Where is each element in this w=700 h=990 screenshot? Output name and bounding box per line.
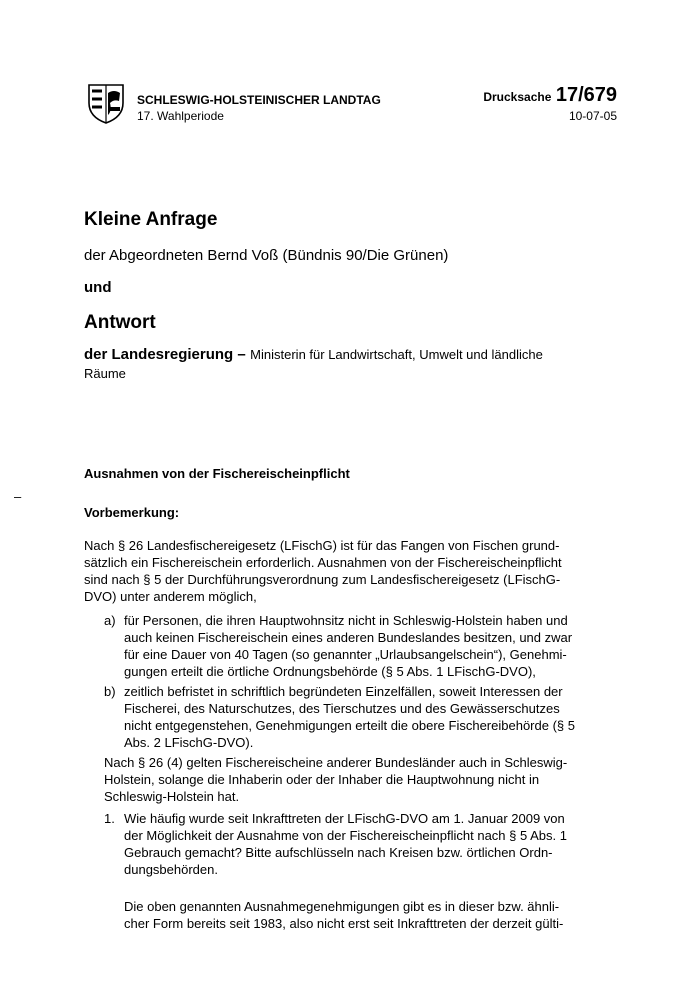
question-1-line: dungsbehörden.	[124, 862, 218, 877]
item-b-label: b)	[104, 684, 116, 699]
item-b-line: Abs. 2 LFischG-DVO).	[124, 735, 254, 750]
para-line: Schleswig-Holstein hat.	[104, 789, 240, 804]
para-line: Holstein, solange die Inhaberin oder der Inhaber die Hauptwohnung nicht in	[104, 772, 540, 787]
item-b-line: zeitlich befristet in schriftlich begründeten Einzelfällen, soweit Interessen der	[124, 684, 563, 699]
item-a-line: gungen erteilt die örtliche Ordnungsbehörde (§ 5 Abs. 1 LFischG-DVO),	[124, 664, 536, 679]
antwort-heading: Antwort	[84, 312, 156, 333]
margin-mark: –	[14, 489, 22, 504]
answer-1	[124, 898, 624, 932]
coat-of-arms-icon	[86, 81, 126, 125]
landesregierung-line	[84, 346, 543, 364]
kleine-anfrage-heading: Kleine Anfrage	[84, 209, 218, 230]
document-date: 10-07-05	[568, 109, 617, 123]
drucksache-number: 17/679	[555, 84, 617, 106]
item-a-line: für Personen, die ihren Hauptwohnsitz nicht in Schleswig-Holstein haben und	[124, 613, 568, 628]
paragraph-26-4	[104, 754, 624, 805]
answer-line: Die oben genannten Ausnahmegenehmigungen gibt es in dieser bzw. ähnli-	[124, 899, 560, 914]
drucksache	[483, 84, 617, 107]
und-label: und	[84, 279, 112, 296]
ministerium-line-1: Ministerin für Landwirtschaft, Umwelt und ländliche	[250, 347, 543, 362]
intro-line: DVO) unter anderem möglich,	[84, 589, 257, 604]
answer-line: cher Form bereits seit 1983, also nicht erst seit Inkrafttreten der derzeit gülti-	[124, 916, 564, 931]
para-line: Nach § 26 (4) gelten Fischereischeine anderer Bundesländer auch in Schleswig-	[104, 755, 568, 770]
item-a-line: auch keinen Fischereischein eines anderen Bundeslandes besitzen, und zwar	[124, 630, 573, 645]
vorbemerkung-heading: Vorbemerkung:	[84, 505, 180, 520]
abgeordneter-line: der Abgeordneten Bernd Voß (Bündnis 90/Die Grünen)	[84, 247, 449, 264]
landesregierung-label: der Landesregierung –	[84, 346, 246, 363]
ministerium-line-2: Räume	[84, 366, 126, 381]
question-1-label: 1.	[104, 811, 115, 826]
intro-line: sind nach § 5 der Durchführungsverordnung zum Landesfischereigesetz (LFischG-	[84, 572, 561, 587]
parliament-name: SCHLESWIG-HOLSTEINISCHER LANDTAG	[137, 93, 381, 107]
subject-heading: Ausnahmen von der Fischereischeinpflicht	[84, 466, 350, 481]
question-1-line: Gebrauch gemacht? Bitte aufschlüsseln nach Kreisen bzw. örtlichen Ordn-	[124, 845, 553, 860]
legislative-period: 17. Wahlperiode	[137, 109, 224, 123]
intro-line: Nach § 26 Landesfischereigesetz (LFischG) ist für das Fangen von Fischen grund-	[84, 538, 560, 553]
question-1-line: der Möglichkeit der Ausnahme von der Fischereischeinpflicht nach § 5 Abs. 1	[124, 828, 567, 843]
item-b-line: nicht entgegenstehen, Genehmigungen erteilt die obere Fischereibehörde (§ 5	[124, 718, 575, 733]
intro-line: sätzlich ein Fischereischein erforderlich. Ausnahmen von der Fischereischeinpflicht	[84, 555, 562, 570]
item-a-label: a)	[104, 613, 116, 628]
drucksache-label: Drucksache	[483, 90, 552, 104]
question-1-line: Wie häufig wurde seit Inkrafttreten der LFischG-DVO am 1. Januar 2009 von	[124, 811, 565, 826]
item-b-line: Fischerei, des Naturschutzes, des Tierschutzes und des Gewässerschutzes	[124, 701, 560, 716]
vorbemerkung-intro	[84, 537, 624, 605]
item-a-line: für eine Dauer von 40 Tagen (so genannter „Urlaubsangelschein“), Genehmi-	[124, 647, 567, 662]
